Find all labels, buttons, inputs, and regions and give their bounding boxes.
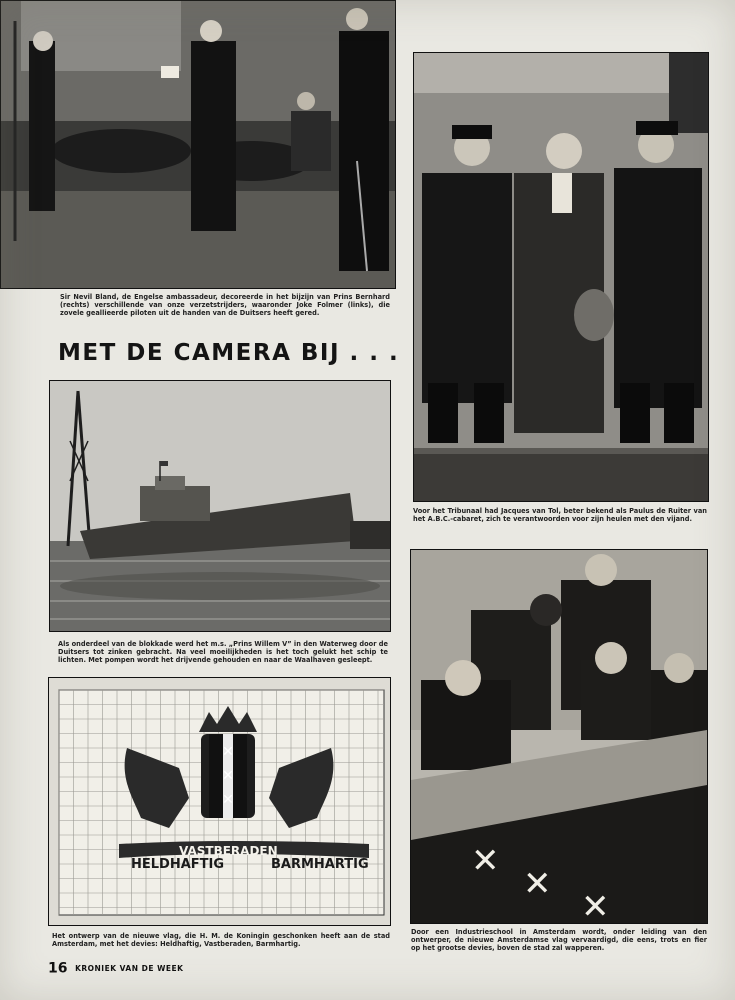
svg-text:✕: ✕: [581, 887, 610, 923]
photo-ceremony: [0, 0, 396, 289]
page-footer: [48, 958, 183, 977]
caption-ambassador: Sir Nevil Bland, de Engelse ambassadeur, decoreerde in het bijzijn van Prins Bernhard (rechts) verschillende van onze verzetstrijders, waaronder Joke Folmer (links), die zovele geallieerde piloten uit de handen van de Duitsers heeft gered.: [60, 293, 390, 317]
caption-tribunal: Voor het Tribunaal had Jacques van Tol, beter bekend als Paulus de Ruiter van het A.B.C.-cabaret, zich te verantwoorden voor zijn heulen met den vijand.: [413, 507, 707, 523]
page-number: 16: [48, 960, 68, 977]
caption-school: Door een Industrieschool in Amsterdam wordt, onder leiding van den ontwerper, de nieuwe Amsterdamse vlag vervaardigd, die eens, trots en fier op het grootse devies, boven de stad zal wapperen.: [411, 928, 707, 952]
photo-tribunal: [413, 52, 709, 502]
svg-text:✕: ✕: [222, 744, 234, 760]
caption-ship: Als onderdeel van de blokkade werd het m.s. „Prins Willem V” in den Waterweg door de Duitsers tot zinken gebracht. Na veel moeilijkheden is het toch gelukt het schip te lichten. Met pompen wordt het drijvende gehouden en naar de Waalhaven gesleept.: [58, 640, 388, 664]
publication-name: KRONIEK VAN DE WEEK: [75, 964, 184, 973]
caption-flag-design: Het ontwerp van de nieuwe vlag, die H. M. de Koningin geschonken heeft aan de stad Amsterdam, met het devies: Heldhaftig, Vastberaden, Barmhartig.: [52, 932, 390, 948]
page-headline: MET DE CAMERA BIJ . . .: [58, 340, 400, 366]
photo-ship: [49, 380, 391, 632]
svg-text:✕: ✕: [222, 792, 234, 808]
motto-left: HELDHAFTIG: [131, 857, 225, 872]
svg-text:✕: ✕: [222, 768, 234, 784]
photo-flag-design: [48, 677, 391, 926]
svg-text:✕: ✕: [471, 841, 500, 881]
motto-right: BARMHARTIG: [271, 857, 369, 872]
motto-center: VASTBERADEN: [179, 844, 278, 858]
svg-text:✕: ✕: [523, 864, 552, 904]
photo-school: [410, 549, 708, 924]
